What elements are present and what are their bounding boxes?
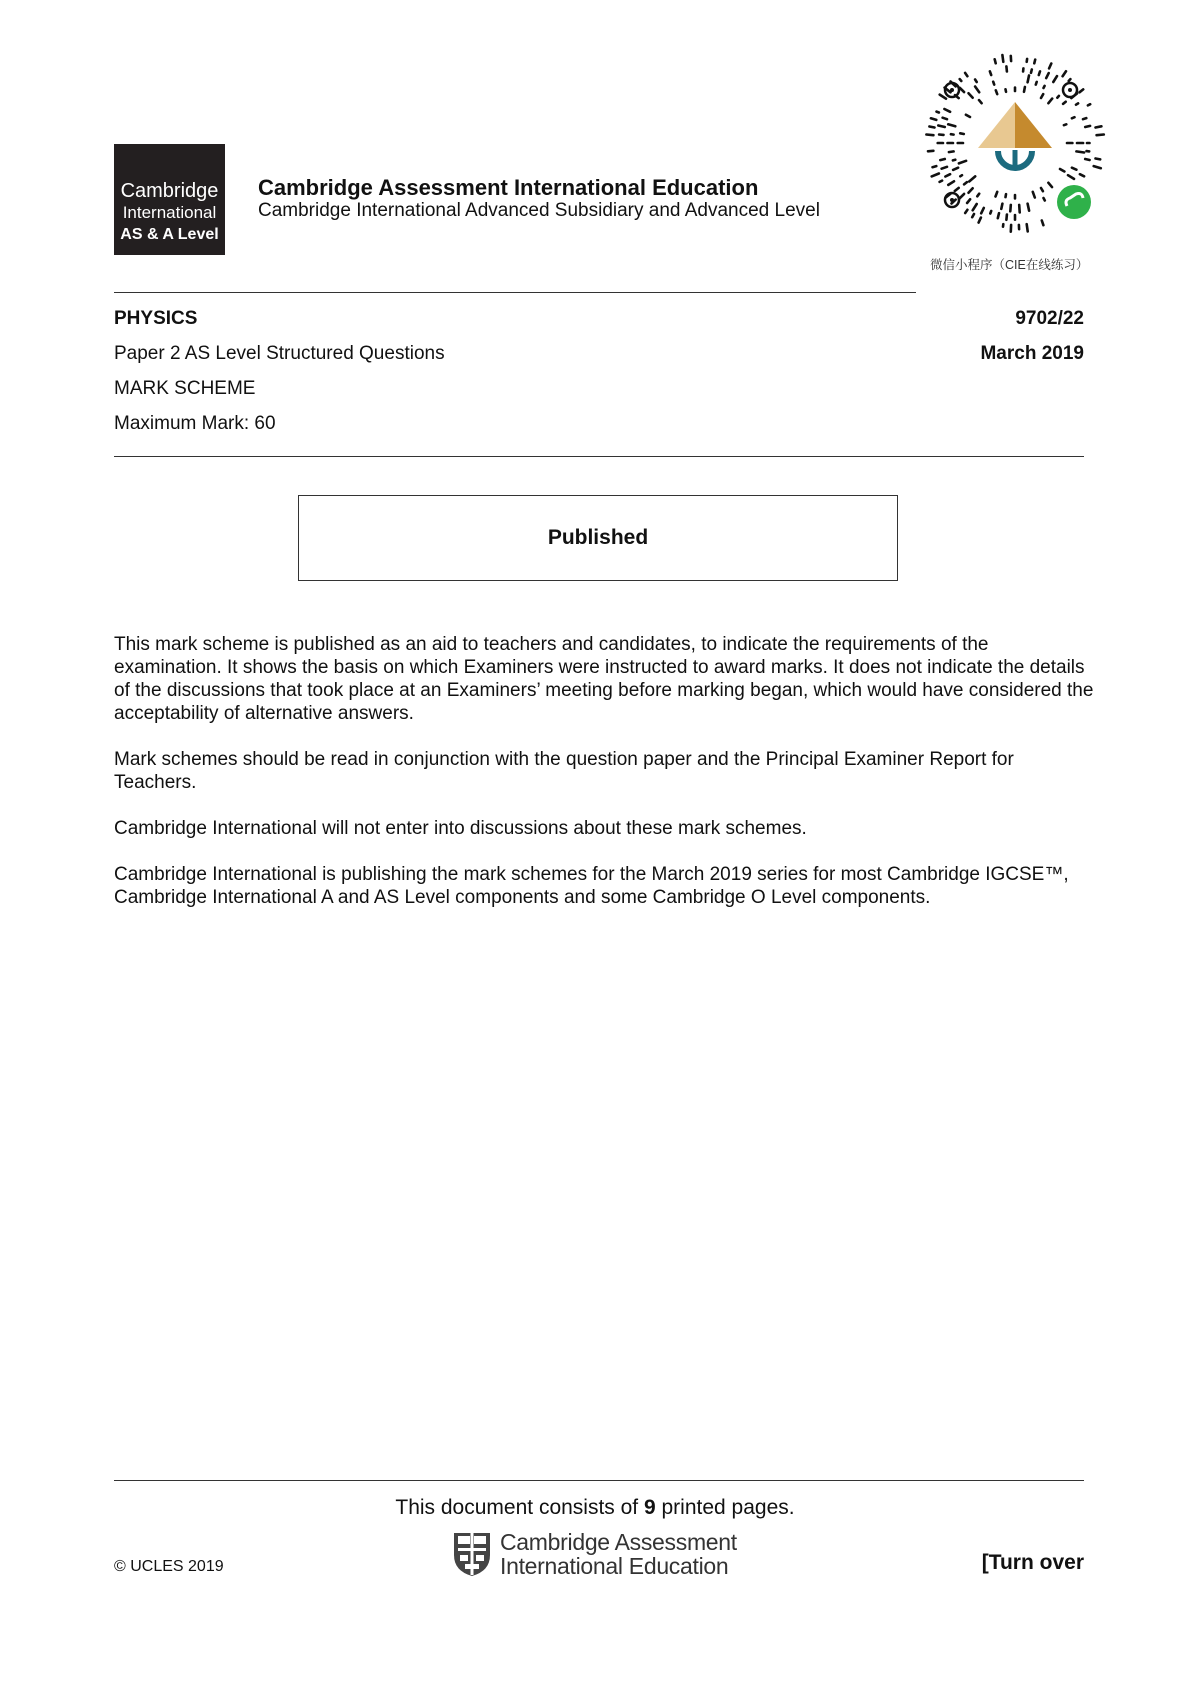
page-count-suffix: printed pages.: [655, 1496, 795, 1519]
cambridge-logo: [114, 144, 225, 255]
paragraph: This mark scheme is published as an aid to teachers and candidates, to indicate the requirements of the examination. It shows the basis on which Examiners were instructed to award marks. It does not indicate the details of the discussions that took place at an Examiners’ meeting before marking began, which would have considered the acceptability of alternative answers.: [114, 634, 1094, 724]
footer-logo-line-2: International Education: [500, 1553, 729, 1579]
qr-code-icon: [922, 50, 1108, 236]
paragraph: Cambridge International will not enter into discussions about these mark schemes.: [114, 818, 807, 839]
turn-over-note: [Turn over: [981, 1551, 1084, 1574]
logo-line-1: Cambridge: [120, 180, 219, 202]
organization-subtitle: Cambridge International Advanced Subsidiary and Advanced Level: [258, 200, 820, 221]
syllabus-code: 9702/22: [1015, 308, 1084, 329]
subject-title: PHYSICS: [114, 308, 198, 329]
crest-icon: [452, 1531, 492, 1577]
body-text: [114, 633, 1094, 932]
footer-logo-line-1: Cambridge Assessment: [500, 1529, 737, 1555]
header-divider: [114, 292, 916, 293]
logo-line-3: AS & A Level: [120, 226, 219, 243]
published-label: Published: [547, 526, 649, 549]
meta-divider: [114, 456, 1084, 457]
copyright: © UCLES 2019: [114, 1558, 224, 1575]
organization-title: Cambridge Assessment International Education: [258, 175, 759, 200]
paragraph: Cambridge International is publishing the mark schemes for the March 2019 series for most Cambridge IGCSE™, Cambridge International A and AS Level components and some Cambridge O Level components.: [114, 864, 1069, 908]
page-count: 9: [643, 1496, 656, 1519]
page-count-note: [0, 1496, 1190, 1520]
page-count-prefix: This document consists of: [395, 1496, 644, 1519]
qr-caption: 微信小程序（CIE在线练习）: [930, 258, 1089, 272]
maximum-mark: Maximum Mark: 60: [114, 413, 276, 434]
exam-date: March 2019: [980, 343, 1084, 364]
footer-divider: [114, 1480, 1084, 1481]
paragraph: Mark schemes should be read in conjunction with the question paper and the Principal Examiner Report for Teachers.: [114, 749, 1014, 793]
logo-line-2: International: [122, 203, 217, 222]
published-box: [298, 495, 898, 581]
document-type: MARK SCHEME: [114, 378, 256, 399]
footer-logo: [452, 1529, 752, 1579]
paper-title: Paper 2 AS Level Structured Questions: [114, 343, 445, 364]
